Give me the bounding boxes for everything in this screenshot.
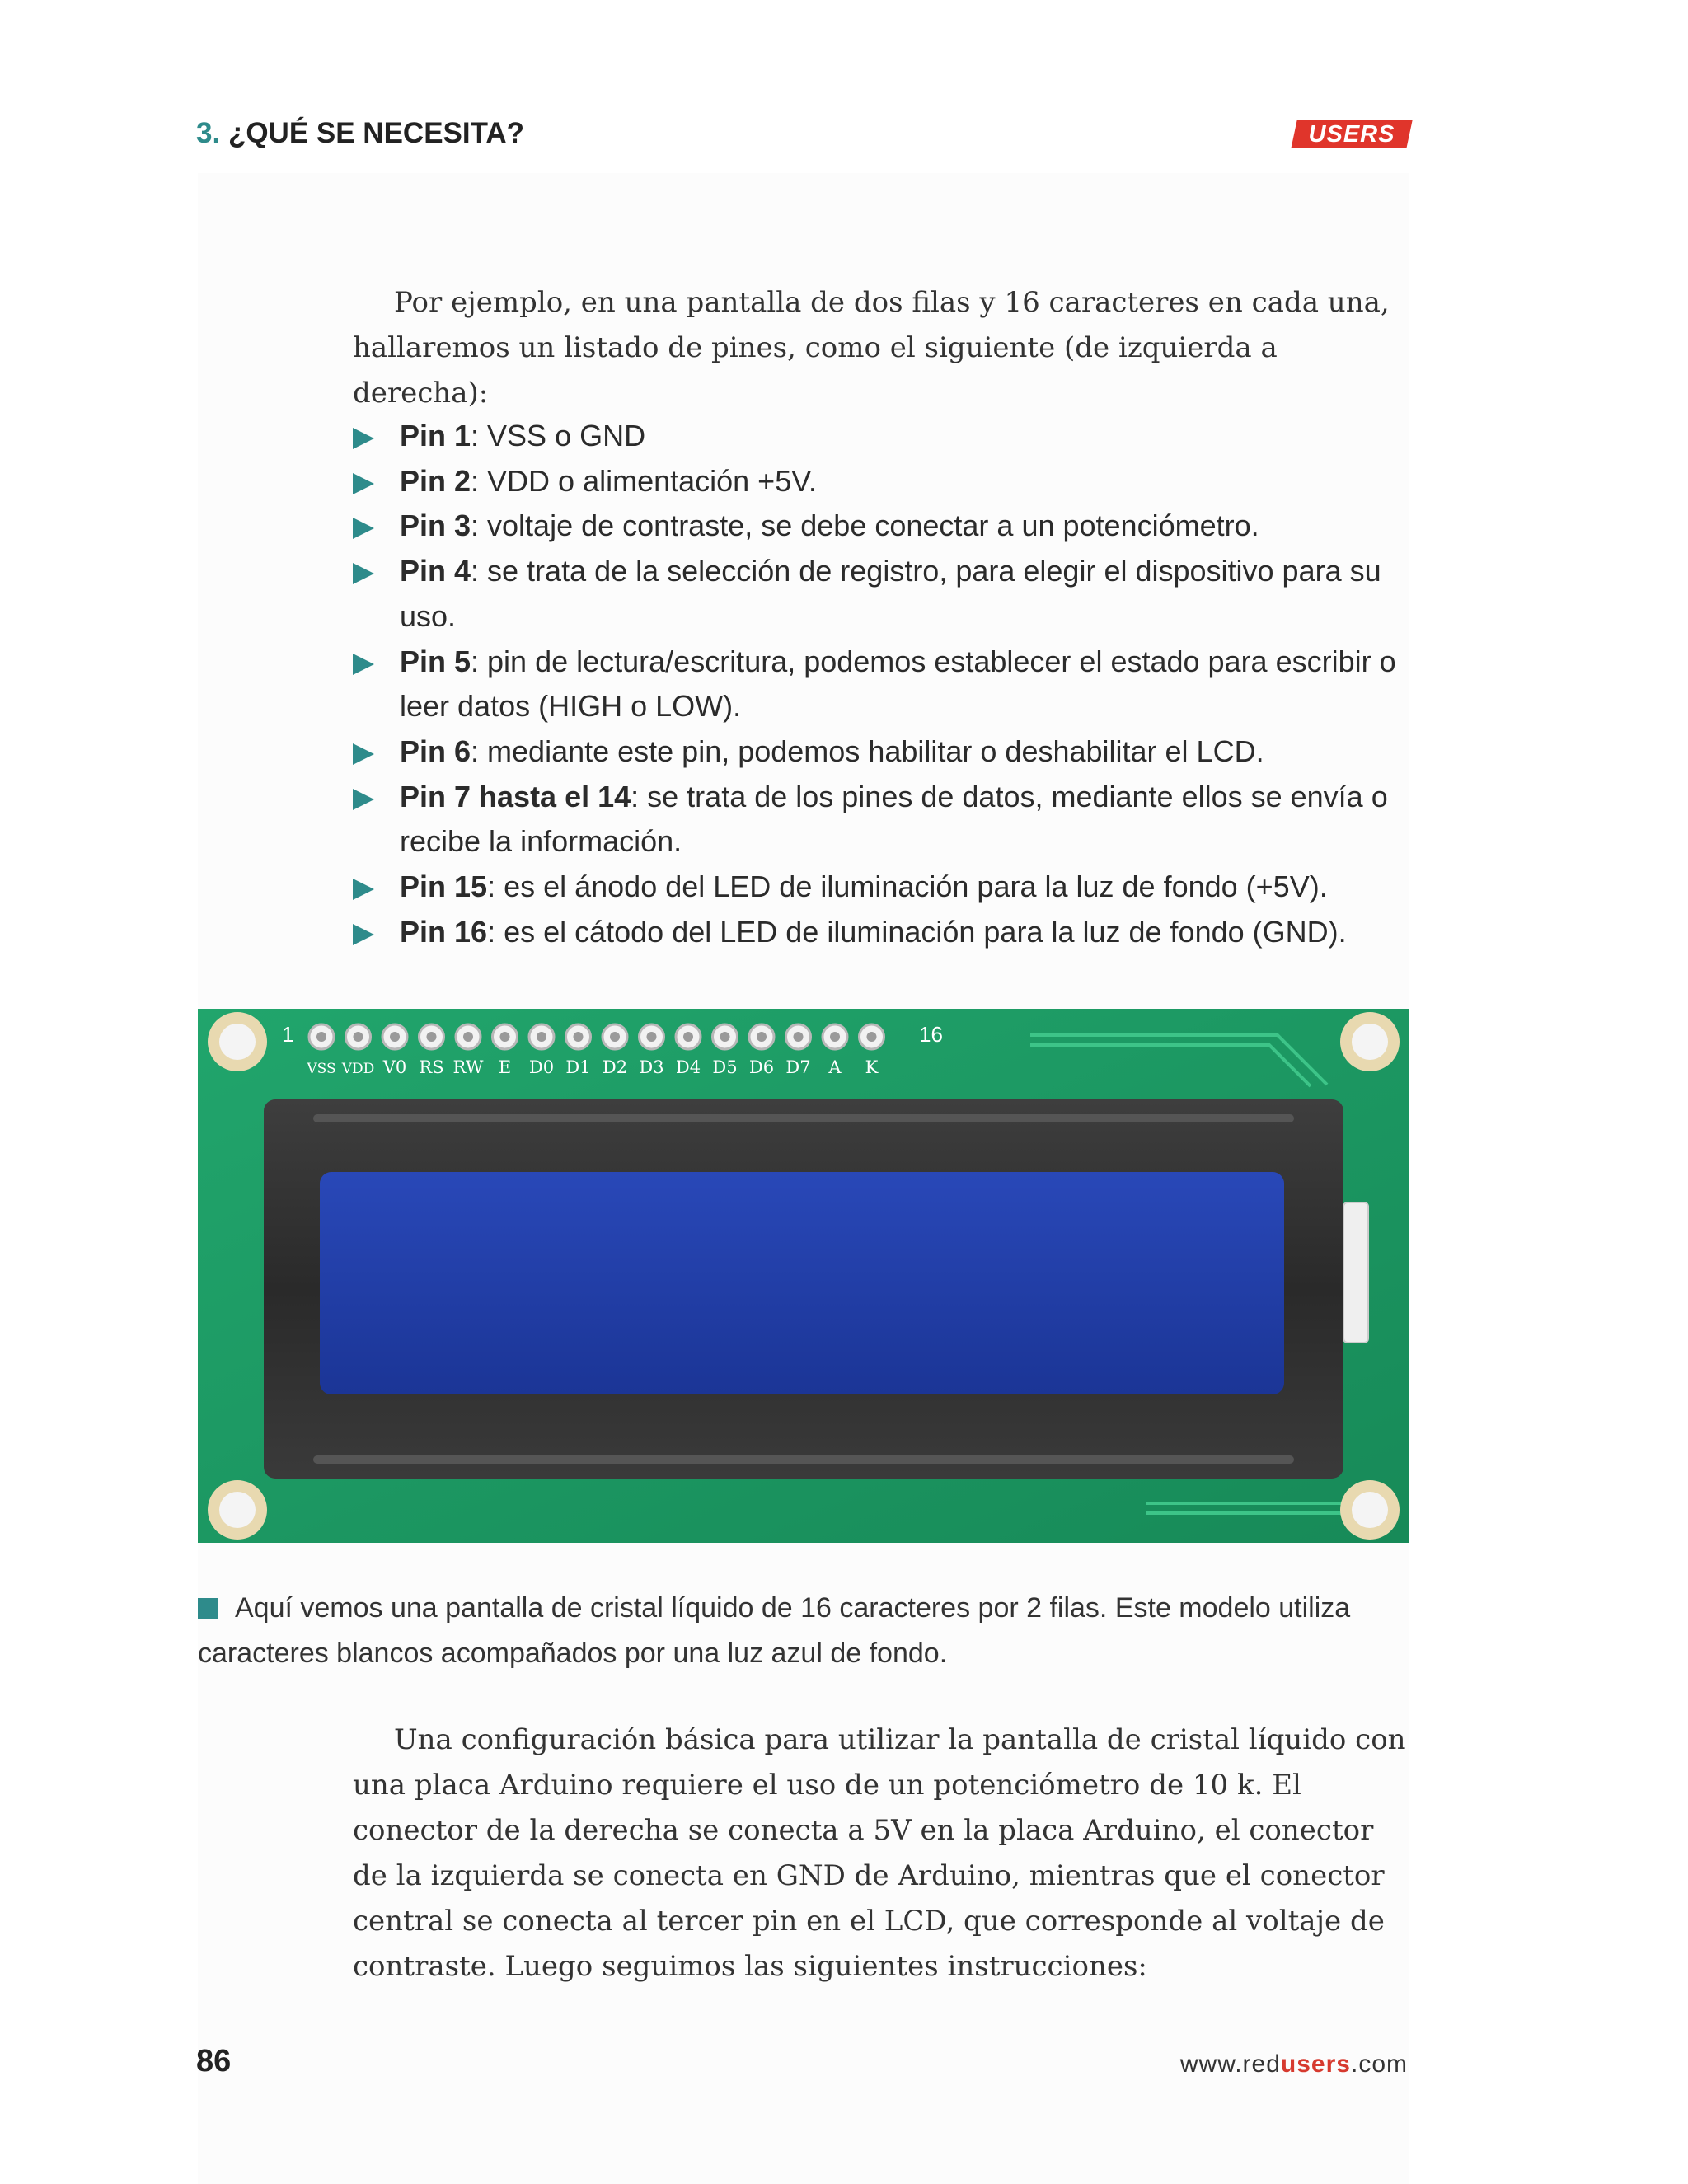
pin-number-last: 16 [919, 1022, 943, 1047]
pin-description: : VSS o GND [471, 419, 646, 452]
header-pin-hole [794, 1032, 804, 1042]
pin-silkscreen-label: D7 [785, 1057, 811, 1077]
page-number: 86 [196, 2044, 232, 2079]
list-item [353, 640, 1416, 729]
pin-description: : se trata de los pines de datos, mediante ellos se envía o recibe la información. [400, 779, 1388, 859]
header-pin-hole [720, 1032, 730, 1042]
header-pin-hole [354, 1032, 363, 1042]
section-title: ¿QUÉ SE NECESITA? [227, 117, 525, 149]
pin-list [353, 414, 1416, 954]
caption-text: Aquí vemos una pantalla de cristal líquido de 16 caracteres por 2 filas. Este modelo utiliza caracteres blancos acompañados por una luz azul de fondo. [198, 1592, 1351, 1669]
pin-silkscreen-label: K [865, 1057, 879, 1077]
header-pin-hole [757, 1032, 767, 1042]
pin-number-first: 1 [282, 1022, 294, 1047]
pin-silkscreen-label: VSS [307, 1061, 336, 1077]
side-connector [1343, 1202, 1368, 1343]
list-item [353, 504, 1416, 549]
pin-description: : es el cátodo del LED de iluminación para la luz de fondo (GND). [487, 914, 1347, 949]
list-item [353, 459, 1416, 504]
section-header [196, 117, 524, 150]
header-pin-hole [390, 1032, 400, 1042]
pin-description: : pin de lectura/escritura, podemos establecer el estado para escribir o leer datos (HIGH o LOW). [400, 644, 1396, 724]
triangle-bullet-icon [353, 924, 374, 945]
outro-paragraph [353, 1718, 1416, 1990]
header-pin-hole [427, 1032, 437, 1042]
pin-silkscreen-label: E [498, 1057, 512, 1077]
pin-label: Pin 16 [400, 914, 488, 949]
triangle-bullet-icon [353, 428, 374, 449]
list-item [353, 549, 1416, 639]
url-prefix: www.red [1179, 2050, 1281, 2078]
header-pin-hole [647, 1032, 657, 1042]
pin-silkscreen-label: D5 [712, 1057, 738, 1077]
header-pin-hole [574, 1032, 584, 1042]
header-pin-hole [610, 1032, 620, 1042]
pin-label: Pin 15 [400, 869, 488, 904]
triangle-bullet-icon [353, 879, 374, 900]
pin-silkscreen-label: D3 [639, 1057, 664, 1077]
list-item [353, 414, 1416, 459]
pin-label: Pin 5 [400, 644, 471, 678]
bezel-ridge-bottom [313, 1455, 1294, 1464]
header-pin-hole [500, 1032, 510, 1042]
triangle-bullet-icon [353, 473, 374, 494]
pin-silkscreen-label: D0 [528, 1057, 555, 1077]
pin-label: Pin 6 [400, 733, 471, 768]
lcd-screen [320, 1172, 1284, 1394]
list-item [353, 729, 1416, 775]
logo-text: USERS [1308, 121, 1395, 148]
pin-label: Pin 2 [400, 463, 471, 498]
users-logo [1291, 120, 1412, 148]
pin-silkscreen-label: D4 [675, 1057, 701, 1077]
site-url [1180, 2050, 1408, 2079]
triangle-bullet-icon [353, 563, 374, 584]
pin-description: : es el ánodo del LED de iluminación para la luz de fondo (+5V). [487, 869, 1328, 904]
pin-description: : mediante este pin, podemos habilitar o deshabilitar el LCD. [471, 733, 1264, 768]
pin-silkscreen-label: D6 [748, 1057, 775, 1077]
url-accent: users [1280, 2050, 1351, 2078]
bezel-ridge-top [313, 1114, 1294, 1122]
pin-description: : voltaje de contraste, se debe conectar a un potenciómetro. [471, 509, 1259, 543]
header-pin-hole [463, 1032, 473, 1042]
list-item [353, 775, 1416, 865]
lcd-module-photo [198, 1009, 1409, 1543]
pin-label: Pin 7 hasta el 14 [400, 779, 631, 813]
intro-text: Por ejemplo, en una pantalla de dos filas y 16 caracteres en cada una, hallaremos un listado de pines, como el siguiente (de izquierda a derecha): [353, 286, 1390, 410]
pin-silkscreen-label: D2 [602, 1057, 628, 1077]
outro-text: Una configuración básica para utilizar la pantalla de cristal líquido con una placa Arduino requiere el uso de un potenciómetro de 10 k. El conector de la derecha se conecta a 5V en la placa Arduino, el conector de la izquierda se conecta en GND de Arduino, mientras que el conector central se conecta al tercer pin en el LCD, que corresponde al voltaje de contraste. Luego seguimos las siguientes instrucciones: [353, 1723, 1406, 1983]
photo-caption [198, 1586, 1393, 1676]
list-item [353, 910, 1416, 955]
header-pin-hole [830, 1032, 840, 1042]
header-pin-hole [683, 1032, 693, 1042]
pin-silkscreen-label: RS [419, 1057, 444, 1077]
pin-label: Pin 4 [400, 554, 471, 588]
pin-silkscreen-label: RW [452, 1057, 484, 1077]
section-number: 3. [196, 117, 221, 149]
pin-description: : VDD o alimentación +5V. [471, 463, 817, 498]
pin-label: Pin 1 [400, 419, 471, 452]
intro-paragraph [353, 280, 1416, 416]
pin-silkscreen-label: V0 [382, 1057, 407, 1077]
triangle-bullet-icon [353, 789, 374, 810]
pin-label: Pin 3 [400, 509, 471, 543]
triangle-bullet-icon [353, 518, 374, 539]
caption-square-icon [198, 1598, 218, 1619]
triangle-bullet-icon [353, 654, 374, 675]
header-pin-hole [537, 1032, 546, 1042]
list-item [353, 865, 1416, 910]
pin-description: : se trata de la selección de registro, para elegir el dispositivo para su uso. [400, 554, 1381, 633]
header-pin-hole [867, 1032, 877, 1042]
header-pin-hole [316, 1032, 326, 1042]
pin-silkscreen-label: VDD [341, 1061, 375, 1077]
triangle-bullet-icon [353, 743, 374, 765]
url-suffix: .com [1350, 2050, 1408, 2078]
pin-silkscreen-label: D1 [565, 1057, 591, 1077]
pin-silkscreen-label: A [828, 1057, 842, 1077]
